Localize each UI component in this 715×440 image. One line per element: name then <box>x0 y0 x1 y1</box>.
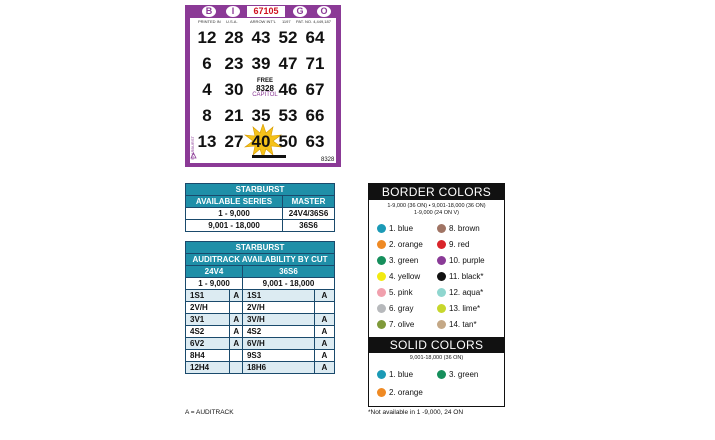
color-label: 8. brown <box>449 224 480 233</box>
bingo-card <box>185 5 341 167</box>
border-colors-sub: 1-9,000 (24 ON V) <box>414 210 459 216</box>
cut-code-cell: 9S3 <box>242 350 314 362</box>
bingo-number: 4 <box>202 80 212 99</box>
color-swatch-icon <box>437 288 446 297</box>
auditrack-table <box>185 241 335 374</box>
table-row <box>186 338 335 350</box>
bingo-number: 53 <box>278 106 298 125</box>
bingo-number: 52 <box>278 28 298 47</box>
color-swatch-icon <box>377 240 386 249</box>
solid-color-item <box>377 388 423 398</box>
border-color-item <box>377 240 423 250</box>
underline-bar <box>252 155 286 158</box>
border-color-item <box>437 288 483 298</box>
cut-code-cell: 3V1 <box>186 314 230 326</box>
auditrack-mark-cell <box>230 302 243 314</box>
auditrack-mark-cell: A <box>314 290 334 302</box>
range-cell: 9,001 - 18,000 <box>242 278 334 290</box>
color-label: 9. red <box>449 240 470 249</box>
bingo-number: 21 <box>224 106 244 125</box>
color-swatch-icon <box>377 288 386 297</box>
bingo-number: 63 <box>305 132 325 151</box>
color-swatch-icon <box>437 320 446 329</box>
color-label: 1. blue <box>389 224 414 233</box>
card-header-text: ARROW INT'L <box>250 19 276 24</box>
series-table <box>185 183 335 232</box>
solid-colors-title: SOLID COLORS <box>369 337 504 353</box>
bingo-number: 39 <box>251 54 271 73</box>
cut-code-cell: 2V/H <box>242 302 314 314</box>
color-swatch-icon <box>377 272 386 281</box>
color-swatch-icon <box>377 370 386 379</box>
free-label: FREE <box>256 78 273 84</box>
color-label: 14. tan* <box>449 320 477 329</box>
bingo-number: 30 <box>224 80 244 99</box>
bingo-number: 40 <box>251 132 271 151</box>
series-table-title: STARBURST <box>186 184 335 196</box>
solid-color-item <box>437 370 478 380</box>
auditrack-mark-cell: A <box>314 314 334 326</box>
border-color-item <box>437 224 480 234</box>
color-label: 1. blue <box>389 370 414 379</box>
color-label: 2. orange <box>389 388 423 397</box>
cut-code-cell: 1S1 <box>242 290 314 302</box>
auditrack-mark-cell: A <box>314 326 334 338</box>
bingo-number: 23 <box>224 54 244 73</box>
bingo-number: 13 <box>197 132 217 151</box>
series-cell: 1 - 9,000 <box>186 208 283 220</box>
auditrack-mark-cell: A <box>230 290 243 302</box>
color-label: 13. lime* <box>449 304 481 313</box>
bingo-number: 43 <box>251 28 271 47</box>
border-color-item <box>377 256 418 266</box>
card-header-text: PRINTED IN <box>198 19 221 24</box>
auditrack-subtitle: AUDITRACK AVAILABILITY BY CUT <box>186 254 335 266</box>
auditrack-rows <box>186 290 335 374</box>
range-cell: 1 - 9,000 <box>186 278 243 290</box>
free-number: 8328 <box>256 84 274 93</box>
auditrack-mark-cell <box>230 362 243 374</box>
color-label: 2. orange <box>389 240 423 249</box>
border-color-item <box>437 256 485 266</box>
color-label: 3. green <box>449 370 479 379</box>
color-swatch-icon <box>437 256 446 265</box>
cut-code-cell: 1S1 <box>186 290 230 302</box>
color-swatch-icon <box>437 272 446 281</box>
cut-code-cell: 6V2 <box>186 338 230 350</box>
color-label: 6. gray <box>389 304 414 313</box>
bingo-number: 71 <box>305 54 325 73</box>
bingo-number: 46 <box>278 80 298 99</box>
master-cell: 36S6 <box>283 220 335 232</box>
footnote: *Not available in 1 -9,000, 24 ON <box>368 409 464 416</box>
color-label: 7. olive <box>389 320 415 329</box>
card-header-text: 1197 <box>282 19 291 24</box>
card-face <box>190 18 336 163</box>
auditrack-mark-cell: A <box>230 314 243 326</box>
color-swatch-icon <box>377 304 386 313</box>
border-color-item <box>377 272 420 282</box>
series-column-header: AVAILABLE SERIES <box>186 196 283 208</box>
border-color-item <box>377 288 413 298</box>
bingo-number: 35 <box>251 106 271 125</box>
auditrack-title: STARBURST <box>186 242 335 254</box>
capitol-logo: CAPITOL <box>252 92 278 98</box>
auditrack-mark-cell: A <box>314 362 334 374</box>
bingo-number: 66 <box>305 106 325 125</box>
master-cell: 24V4/36S6 <box>283 208 335 220</box>
letter-ball-b: B <box>202 6 216 17</box>
cut-code-cell: 12H4 <box>186 362 230 374</box>
color-swatch-icon <box>377 388 386 397</box>
card-header-text: U.S.A. <box>226 19 238 24</box>
border-color-item <box>377 304 413 314</box>
triangle-icon <box>190 152 197 159</box>
bingo-number: 67 <box>305 80 325 99</box>
free-space <box>252 78 278 104</box>
auditrack-mark-cell <box>230 350 243 362</box>
auditrack-mark-cell: A <box>230 326 243 338</box>
side-text: STARBURST <box>190 136 195 160</box>
bingo-number: 28 <box>224 28 244 47</box>
auditrack-mark-cell: A <box>314 350 334 362</box>
master-column-header: MASTER <box>283 196 335 208</box>
color-label: 10. purple <box>449 256 485 265</box>
border-color-item <box>437 304 480 314</box>
letter-ball-o: O <box>317 6 331 17</box>
border-color-item <box>377 224 413 234</box>
cut-code-cell: 18H6 <box>242 362 314 374</box>
border-color-item <box>437 272 484 282</box>
table-row <box>186 326 335 338</box>
color-swatch-icon <box>437 224 446 233</box>
card-header-text: PAT. NO. 4,449,187 <box>296 19 331 24</box>
color-swatch-icon <box>437 304 446 313</box>
series-cell: 9,001 - 18,000 <box>186 220 283 232</box>
cut-code-cell: 8H4 <box>186 350 230 362</box>
auditrack-mark-cell: A <box>230 338 243 350</box>
color-swatch-icon <box>437 370 446 379</box>
bingo-number: 12 <box>197 28 217 47</box>
table-row <box>186 302 335 314</box>
table-row <box>186 314 335 326</box>
border-color-item <box>437 320 477 330</box>
color-swatch-icon <box>377 256 386 265</box>
bingo-number: 47 <box>278 54 298 73</box>
colors-panel <box>368 183 505 407</box>
letter-ball-g: G <box>293 6 307 17</box>
cut-code-cell: 4S2 <box>186 326 230 338</box>
table-row <box>186 350 335 362</box>
bingo-number: 6 <box>202 54 212 73</box>
color-swatch-icon <box>377 320 386 329</box>
border-colors-sub: 1-9,000 (36 ON) • 9,001-18,000 (36 ON) <box>387 203 486 209</box>
bingo-number: 64 <box>305 28 325 47</box>
color-swatch-icon <box>377 224 386 233</box>
color-label: 5. pink <box>389 288 413 297</box>
color-label: 4. yellow <box>389 272 421 281</box>
color-label: 12. aqua* <box>449 288 484 297</box>
serial-number: 67105 <box>247 6 285 17</box>
bingo-number: 50 <box>278 132 298 151</box>
color-swatch-icon <box>437 240 446 249</box>
card-number: 8328 <box>321 157 335 163</box>
solid-colors-sub: 9,001-18,000 (36 ON) <box>409 355 464 361</box>
cut-code-cell: 3V/H <box>242 314 314 326</box>
solid-color-item <box>377 370 413 380</box>
table-row <box>186 290 335 302</box>
letter-ball-i: I <box>226 6 240 17</box>
bingo-number: 8 <box>202 106 212 125</box>
auditrack-mark-cell <box>314 302 334 314</box>
table-row <box>186 362 335 374</box>
auditrack-legend: A = AUDITRACK <box>185 409 234 416</box>
border-colors-title: BORDER COLORS <box>369 184 504 200</box>
cut-header: 24V4 <box>186 266 243 278</box>
cut-code-cell: 2V/H <box>186 302 230 314</box>
color-label: 11. black* <box>449 272 484 281</box>
border-color-item <box>377 320 414 330</box>
cut-header: 36S6 <box>242 266 334 278</box>
cut-code-cell: 6V/H <box>242 338 314 350</box>
bingo-number: 27 <box>224 132 244 151</box>
auditrack-mark-cell: A <box>314 338 334 350</box>
color-label: 3. green <box>389 256 419 265</box>
border-color-item <box>437 240 469 250</box>
cut-code-cell: 4S2 <box>242 326 314 338</box>
